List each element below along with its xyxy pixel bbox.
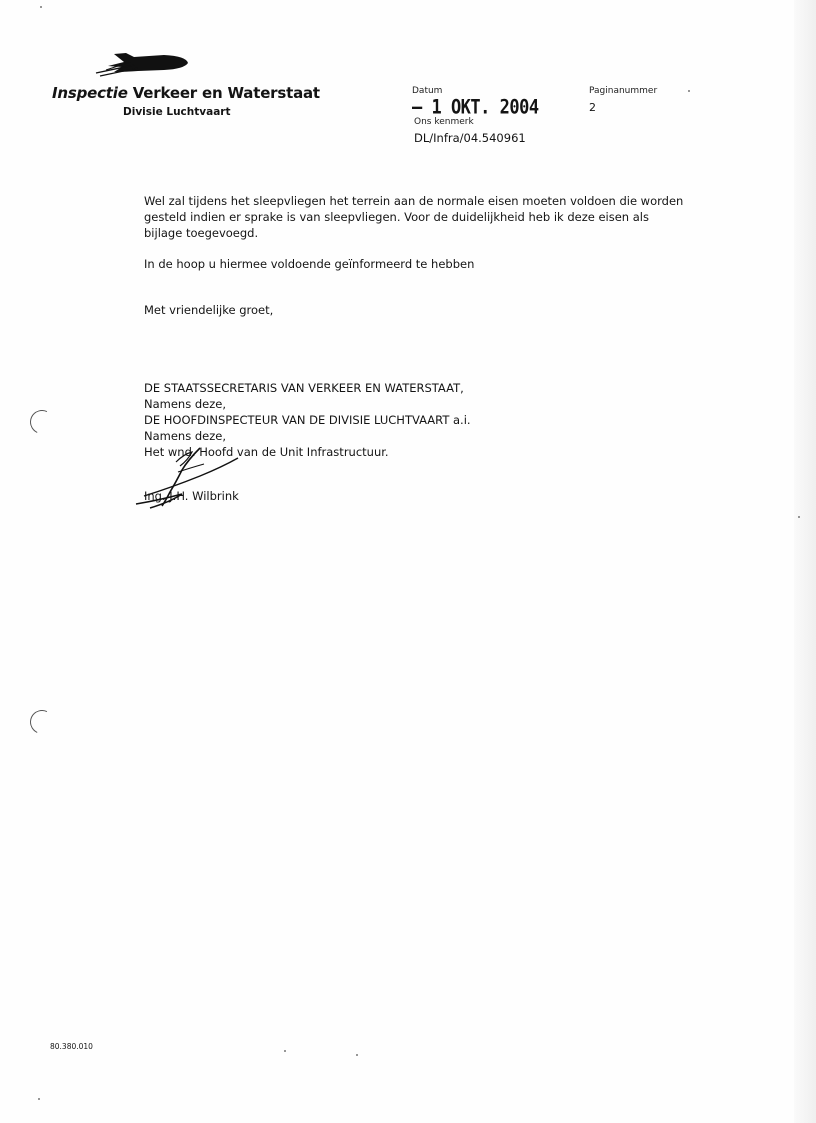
date-label: Datum [412, 86, 443, 96]
date-stamp: – 1 OKT. 2004 [412, 96, 539, 119]
signature-line-1: DE STAATSSECRETARIS VAN VERKEER EN WATERSTAAT, [144, 381, 464, 395]
form-code: 80.380.010 [50, 1042, 93, 1051]
signature-line-3: DE HOOFDINSPECTEUR VAN DE DIVISIE LUCHTVAART a.i. [144, 413, 471, 427]
paper-speck [798, 516, 800, 518]
paper-speck [284, 1050, 286, 1052]
punch-hole-bottom [27, 707, 58, 738]
signature-line-2: Namens deze, [144, 397, 227, 411]
reference-value: DL/Infra/04.540961 [414, 131, 526, 145]
punch-hole-top [27, 407, 58, 438]
paper-speck [688, 90, 690, 92]
organization-name-rest: Verkeer en Waterstaat [132, 84, 320, 102]
organization-name-italic: Inspectie [52, 84, 128, 102]
division-name: Divisie Luchtvaart [123, 106, 231, 118]
paper-speck [356, 1054, 358, 1056]
closing-greeting: Met vriendelijke groet, [144, 303, 274, 317]
body-paragraph-2: In de hoop u hiermee voldoende geïnformeerd te hebben [144, 257, 475, 271]
paper-speck [40, 6, 42, 8]
page-edge-shadow [794, 0, 816, 1123]
body-paragraph-1: Wel zal tijdens het sleepvliegen het terrein aan de normale eisen moeten voldoen die worden gesteld indien er sprake is van sleepvliegen. Voor de duidelijkheid heb ik deze eisen als bijlage toegevoegd. [144, 194, 684, 240]
page-number-value: 2 [589, 101, 596, 114]
signatory-name: Ing. J.H. Wilbrink [144, 489, 239, 503]
signature-line-4: Namens deze, [144, 429, 227, 443]
page-number-label: Paginanummer [589, 86, 658, 96]
reference-label: Ons kenmerk [414, 117, 474, 127]
paper-speck [38, 1098, 40, 1100]
signature-line-5: Het wnd. Hoofd van de Unit Infrastructuur. [144, 445, 389, 459]
rocket-logo-icon [94, 50, 190, 78]
organization-name [52, 84, 320, 102]
